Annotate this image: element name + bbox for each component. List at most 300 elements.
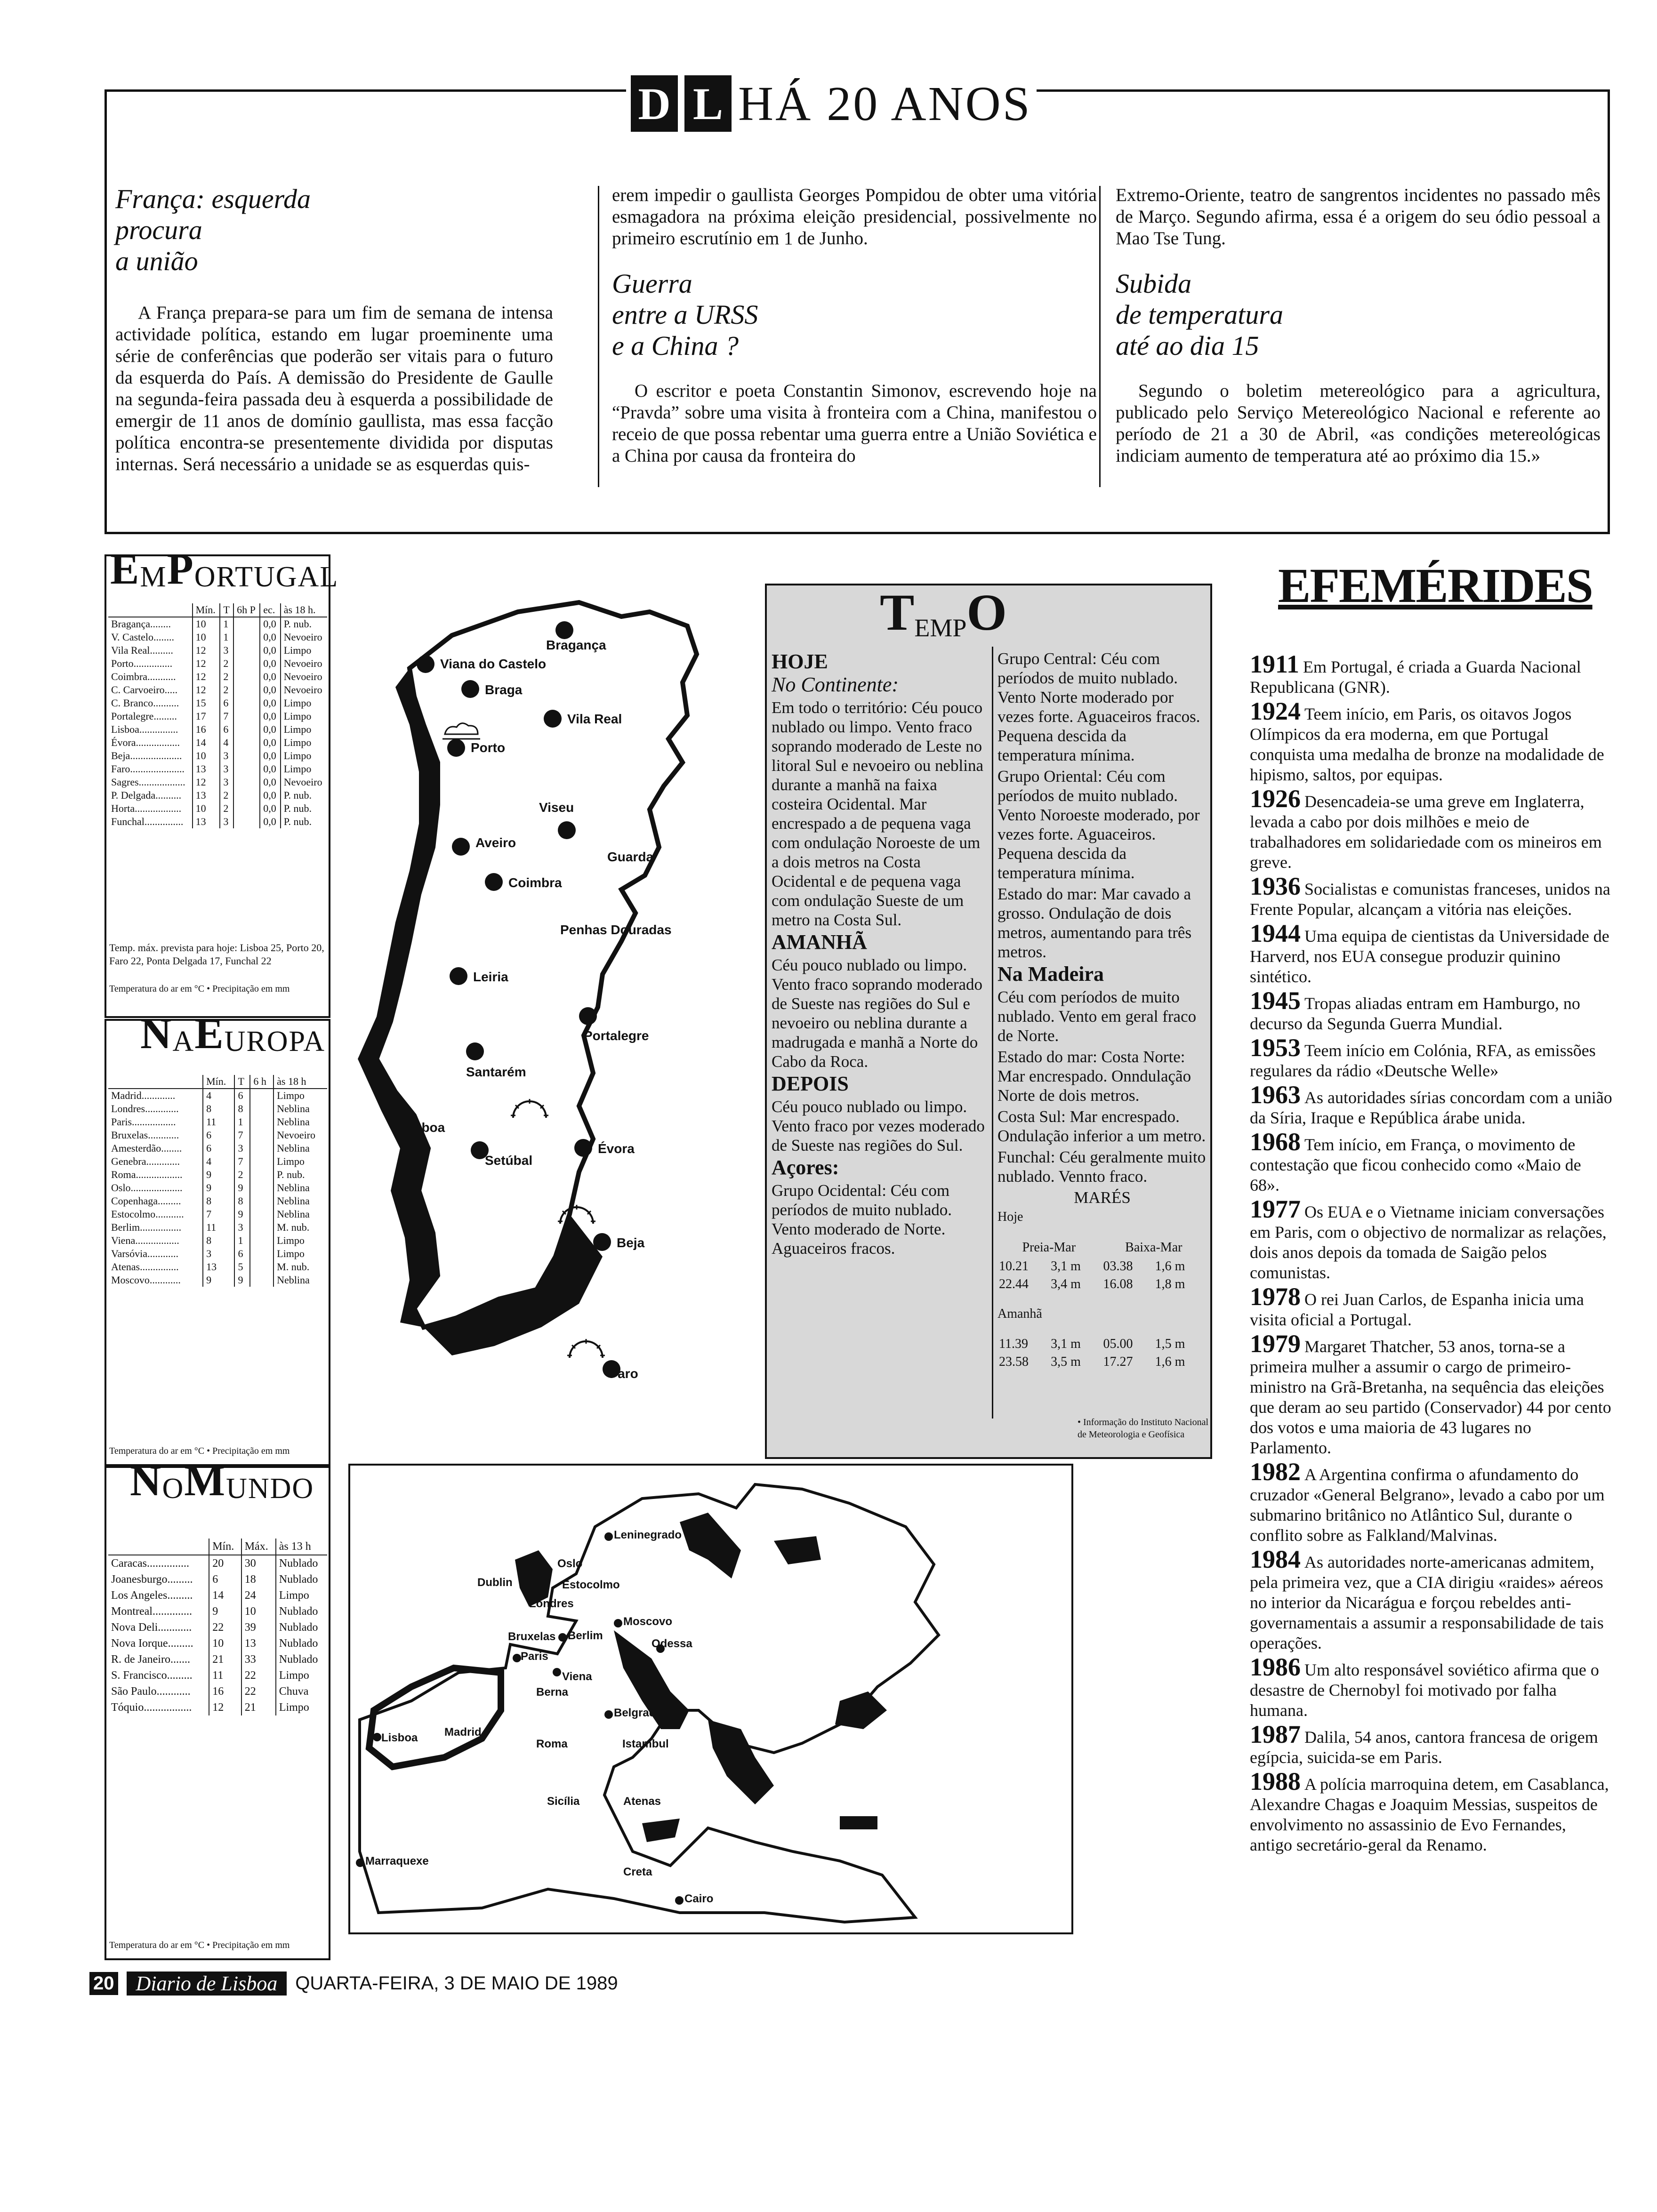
efemeride-item [1250,1034,1612,1081]
table-cell: Los Angeles......... [111,1589,193,1602]
mares-hoje-label: Hoje [997,1210,1023,1224]
table-cell: 0,0 [260,789,280,802]
table-cell: 0,0 [260,736,280,749]
efemeride-item [1250,1720,1612,1768]
efemeride-year: 1924 [1250,697,1301,725]
table-cell [250,1247,273,1260]
city-label: Porto [471,740,506,755]
archive-headline-2 [612,268,1097,361]
table-cell: Limpo [276,1587,327,1603]
efemeride-year: 1986 [1250,1653,1301,1681]
headline-line: a união [115,246,198,276]
table-row [108,1234,327,1247]
tide-cell: 10.21 [999,1259,1029,1274]
table-cell: 6 [234,1247,250,1260]
table-cell: Neblina [273,1102,327,1115]
table-cell: 1 [234,1115,250,1129]
city-dot [417,655,434,673]
table-row [108,617,327,631]
depois-label: DEPOIS [772,1072,849,1095]
column-header: 6h P [233,603,260,617]
table-cell: 21 [241,1699,276,1715]
acores-label: Açores: [772,1156,839,1179]
table-cell: Portalegre......... [111,710,177,722]
table-cell: Porto............... [111,657,173,669]
city-dot [373,1733,381,1741]
table-cell [233,815,260,828]
efemeride-item [1250,1128,1612,1195]
table-cell: Limpo [281,710,327,723]
table-cell: 10 [193,631,220,644]
mares-label: MARÉS [1074,1188,1131,1207]
table-cell [233,697,260,710]
city-label: Creta [623,1866,652,1878]
table-cell: Beja.................... [111,750,182,761]
tide-cell: 03.38 [1103,1259,1133,1274]
tide-cell: 22.44 [999,1277,1029,1291]
table-cell: Limpo [281,697,327,710]
table-cell: 3 [234,1142,250,1155]
masthead-logo-d: D [631,75,678,132]
table-cell: 22 [241,1683,276,1699]
table-row [108,749,327,762]
city-label: Lisboa [402,1120,445,1135]
table-cell: 12 [193,683,220,697]
table-cell: Paris................. [111,1116,176,1128]
table-row [108,1651,327,1667]
table-row [108,1089,327,1102]
table-cell [250,1208,273,1221]
table-cell: Funchal............... [111,816,184,827]
table-cell: Nublado [276,1555,327,1571]
article-body: Extremo-Oriente, teatro de sangrentos incidentes no passado mês de Março. Segundo afirma, essa é a origem do seu ódio pessoal a Mao Tse Tung. [1116,185,1601,248]
madeira-mar-norte: Estado do mar: Costa Norte: Mar encrespado. Onndulação Norte de dois metros. [997,1048,1191,1105]
title-letter: E [110,545,140,593]
table-cell: Nevoeiro [281,631,327,644]
title-letter: N [130,1457,162,1505]
funchal-text: Funchal: Céu geralmente muito nublado. Vennto fraco. [997,1148,1206,1186]
city-label: Santarém [466,1065,526,1079]
table-cell: 8 [234,1194,250,1208]
table-row [108,723,327,736]
table-row [108,1667,327,1683]
column-header: T [220,603,233,617]
table-cell: Nublado [276,1635,327,1651]
table-cell: 6 [220,697,233,710]
tempo-source: • Informação do Instituto Nacional de Meteorologia e Geofísica [1078,1417,1209,1440]
table-cell: 22 [209,1619,241,1635]
table-cell: Nevoeiro [281,683,327,697]
table-cell: 10 [241,1603,276,1619]
column-divider [1099,186,1101,487]
city-dot [614,1619,622,1627]
city-label: Sicília [547,1795,580,1808]
title-letter: EMP [914,614,967,642]
madeira-mar-sul: Costa Sul: Mar encrespado. Ondulação inferior a um metro. [997,1107,1206,1145]
city-label: Paris [521,1650,548,1663]
table-cell: C. Branco.......... [111,697,179,709]
efemeride-item [1250,1195,1612,1283]
table-cell: Joanesburgo......... [111,1573,193,1586]
oriental-text: Grupo Oriental: Céu com períodos de muito nublado. Vento Noroeste moderado, por vezes forte. Aguaceiros. Pequena descida da temperatura mínima. [997,767,1200,882]
column-header: Mín. [209,1539,241,1555]
city-dot [604,1532,613,1541]
table-cell: P. nub. [281,815,327,828]
table-row [108,1181,327,1194]
newspaper-logo: Diario de Lisboa [127,1972,287,1996]
no-mundo-title [130,1457,314,1506]
city-label: Berna [536,1686,569,1699]
city-dot [593,1233,611,1251]
hoje-label: HOJE [772,650,828,673]
table-cell [233,723,260,736]
tide-cell: 1,6 m [1155,1259,1185,1274]
table-cell: 17 [193,710,220,723]
table-cell: 9 [234,1208,250,1221]
table-cell: 3 [220,644,233,657]
efemeride-item [1250,1653,1612,1721]
efemeride-year: 1953 [1250,1034,1301,1062]
europe-map-outline [350,1466,1075,1936]
baixa-mar-label: Baixa-Mar [1125,1240,1182,1255]
city-label: Estocolmo [562,1579,620,1591]
tide-row [998,1258,1206,1275]
table-cell: Nublado [276,1571,327,1587]
table-cell: Nublado [276,1603,327,1619]
table-cell: Limpo [281,762,327,776]
table-row [108,710,327,723]
efemeride-year: 1988 [1250,1767,1301,1795]
table-cell [233,631,260,644]
table-cell: C. Carvoeiro..... [111,684,178,696]
table-cell: Neblina [273,1208,327,1221]
tide-cell: 11.39 [999,1337,1028,1351]
table-cell: 0,0 [260,815,280,828]
table-cell: 13 [193,789,220,802]
title-letter: O [966,584,1007,641]
table-cell: 18 [241,1571,276,1587]
table-cell: Genebra............. [111,1155,180,1167]
depois-text: Céu pouco nublado ou limpo. Vento fraco por vezes moderado de Sueste nas regiões do Sul. [772,1098,985,1154]
table-cell: P. nub. [281,789,327,802]
table-cell [233,644,260,657]
city-label: Oslo [557,1557,583,1570]
tempo-title [880,583,1007,642]
headline-line: e a China ? [612,330,739,361]
table-cell: 6 [203,1142,234,1155]
table-cell: 6 [220,723,233,736]
table-cell [233,762,260,776]
efemeride-text: Em Portugal, é criada a Guarda Nacional Republicana (GNR). [1250,657,1581,697]
city-label: Belgrado [614,1707,663,1719]
tide-cell: 1,8 m [1155,1277,1185,1291]
city-dot [558,1633,567,1642]
city-label: Viana do Castelo [440,657,547,671]
table-cell: 3 [220,749,233,762]
sun-icon [565,1337,607,1360]
table-cell: 3 [203,1247,234,1260]
em-portugal-table [108,603,327,828]
table-cell: 12 [193,670,220,683]
city-dot [574,1139,592,1157]
efemeride-text: A polícia marroquina detem, em Casablanca, Alexandre Chagas e Joaquim Messias, suspeitos de envolvimento no assassinio de Evo Fernandes, antigo secretário-geral da Renamo. [1250,1775,1609,1854]
table-cell: Amesterdão........ [111,1142,182,1154]
table-cell: 11 [209,1667,241,1683]
city-label: Viseu [539,800,574,815]
table-cell: 16 [209,1683,241,1699]
table-row [108,1194,327,1208]
table-cell: 39 [241,1619,276,1635]
table-cell: Nevoeiro [281,657,327,670]
title-letter: M [184,1457,226,1505]
table-cell: 13 [193,762,220,776]
table-cell: 0,0 [260,762,280,776]
city-label: Marraquexe [365,1855,429,1867]
table-cell: Neblina [273,1274,327,1287]
table-cell: 12 [193,776,220,789]
masthead [626,71,1037,136]
table-row [108,1247,327,1260]
table-cell: Neblina [273,1181,327,1194]
estado-mar-text: Estado do mar: Mar cavado a grosso. Ondulação de dois metros, aumentando para três metros. [997,885,1192,961]
page-footer [89,1970,618,1996]
em-portugal-title [110,545,339,594]
table-cell: Roma.................. [111,1169,183,1180]
efemeride-text: Desencadeia-se uma greve em Inglaterra, levada a cabo por dois milhões e meio de trabalhadores em solidariedade com os mineiros em greve. [1250,792,1602,872]
table-cell: Limpo [276,1699,327,1715]
table-cell: 0,0 [260,802,280,815]
efemeride-year: 1978 [1250,1282,1301,1311]
table-cell: 3 [234,1221,250,1234]
table-cell: 9 [203,1168,234,1181]
archive-column-3 [1116,184,1601,467]
tempo-left-column [772,649,986,1260]
efemeride-item [1250,1545,1612,1653]
table-cell: 8 [203,1194,234,1208]
efemerides-title: EFEMÉRIDES [1278,559,1593,613]
table-cell: Chuva [276,1683,327,1699]
table-row [108,802,327,815]
table-row [108,1699,327,1715]
archive-headline-3 [1116,268,1601,361]
tide-cell: 1,5 m [1155,1337,1185,1351]
table-cell [233,736,260,749]
table-cell: Oslo.................... [111,1182,183,1194]
column-header: ec. [260,603,280,617]
table-cell: 0,0 [260,657,280,670]
column-header: às 18 h. [281,603,327,617]
table-row [108,1168,327,1181]
table-row [108,1115,327,1129]
table-cell: 4 [203,1155,234,1168]
table-cell: 0,0 [260,617,280,631]
masthead-title: HÁ 20 ANOS [738,76,1032,131]
table-cell: 8 [203,1234,234,1247]
efemeride-year: 1984 [1250,1545,1301,1573]
city-label: Lisboa [381,1731,418,1744]
table-row [108,1555,327,1571]
table-cell: 7 [234,1129,250,1142]
table-cell: Bragança........ [111,618,171,630]
table-row [108,1221,327,1234]
table-cell: Londres............. [111,1103,179,1114]
table-cell: 6 [203,1129,234,1142]
efemeride-text: A Argentina confirma o afundamento do cruzador «General Belgrano», levado a cabo por um submarino britânico no Atlântico Sul, durante o conflito sobre as Falkland/Malvinas. [1250,1465,1605,1545]
city-label: Leiria [473,970,508,984]
efemeride-item [1250,697,1612,785]
table-cell: 10 [193,749,220,762]
city-label: Leninegrado [614,1529,682,1541]
table-header-row [108,603,327,617]
table-cell [233,749,260,762]
efemeride-item [1250,1767,1612,1855]
efemeride-text: As autoridades sírias concordam com a união da Síria, Iraque e República árabe unida. [1250,1088,1612,1127]
headline-line: Guerra [612,268,692,299]
table-cell: Neblina [273,1142,327,1155]
na-europa-title [140,1010,326,1058]
city-label: Odessa [652,1637,692,1650]
table-cell: Neblina [273,1115,327,1129]
table-cell: Copenhaga......... [111,1195,181,1207]
table-cell: Estocolmo........... [111,1208,184,1220]
table-cell: Horta.................. [111,802,182,814]
archive-column-1 [115,184,553,475]
table-cell: 0,0 [260,644,280,657]
title-letter: P [167,545,194,593]
no-mundo-table [108,1539,327,1715]
efemeride-item [1250,650,1612,697]
column-header: Mín. [193,603,220,617]
table-cell: Neblina [273,1194,327,1208]
table-cell: Nova Iorque......... [111,1637,193,1650]
table-row [108,1603,327,1619]
city-dot [466,1042,484,1060]
table-cell: Coimbra........... [111,671,176,682]
table-cell: 0,0 [260,749,280,762]
column-header [108,1075,203,1089]
efemeride-text: Um alto responsável soviético afirma que o desastre de Chernobyl foi motivado por falha humana. [1250,1660,1599,1720]
table-row [108,1155,327,1168]
table-cell: 10 [193,802,220,815]
na-europa-panel [105,1010,330,1466]
table-row [108,736,327,749]
table-row [108,1142,327,1155]
city-label: Viena [562,1670,592,1683]
city-label: Guarda [607,850,654,864]
table-cell: 22 [241,1667,276,1683]
mares-amanha-label: Amanhã [997,1306,1042,1321]
archive-column-2 [612,184,1097,467]
table-cell: Vila Real......... [111,644,173,656]
headline-line: entre a URSS [612,299,758,330]
table-cell: 20 [209,1555,241,1571]
table-cell: Berlim................ [111,1221,182,1233]
page-number: 20 [89,1972,118,1995]
table-cell: 30 [241,1555,276,1571]
city-dot [452,838,470,856]
mares-headers [997,1238,1207,1257]
madeira-text: Céu com períodos de muito nublado. Vento em geral fraco de Norte. [997,988,1197,1045]
table-cell: Limpo [281,736,327,749]
efemeride-text: Dalila, 54 anos, cantora francesa de origem egípcia, suicida-se em Paris. [1250,1728,1598,1767]
tide-cell: 17.27 [1103,1354,1133,1369]
table-cell: 1 [220,631,233,644]
city-label: Évora [598,1141,635,1156]
tides-amanha-table [997,1335,1207,1371]
tide-cell: 05.00 [1103,1337,1133,1351]
city-label: Braga [485,682,523,697]
efemeride-text: Teem início, em Paris, os oitavos Jogos Olímpicos da era moderna, em que Portugal conquista uma medalha de bronze na modalidade de hipismo, saltos, por equipas. [1250,705,1604,784]
no-mundo-panel [105,1457,330,1960]
efemeride-year: 1944 [1250,919,1301,947]
table-cell: Limpo [273,1155,327,1168]
tempo-divider [992,647,993,1419]
efemeride-text: Margaret Thatcher, 53 anos, torna-se a primeira mulher a assumir o cargo de primeiro-ministro na Grã-Bretanha, na sequência das eleições que deram ao seu partido (Conservador) 44 por cento dos votos e uma maioria de 43 lugares no Parlamento. [1250,1337,1611,1457]
table-cell: 9 [203,1181,234,1194]
table-cell: 6 [209,1571,241,1587]
table-row [108,776,327,789]
efemeride-year: 1982 [1250,1458,1301,1486]
efemeride-text: Uma equipa de cientistas da Universidade de Harverd, nos EUA consegue produzir quinino sintético. [1250,927,1609,986]
table-cell: Tóquio................. [111,1701,192,1714]
city-dot [555,621,573,639]
table-cell: Nevoeiro [281,776,327,789]
table-cell: 10 [209,1635,241,1651]
city-label: Moscovo [623,1615,673,1628]
table-cell: 1 [234,1234,250,1247]
city-label: Aveiro [475,835,516,850]
table-cell: 11 [203,1221,234,1234]
tide-cell: 1,6 m [1155,1354,1185,1369]
table-cell: Montreal.............. [111,1605,192,1618]
archive-headline-1 [115,184,553,277]
title-letter: E [194,1010,225,1058]
headline-line: Subida [1116,268,1192,299]
table-cell [233,789,260,802]
city-dot [558,821,576,839]
title-letter: M [140,561,167,593]
sun-icon [508,1097,551,1120]
table-cell: V. Castelo........ [111,631,175,643]
efemeride-item [1250,919,1612,987]
table-footer: Temperatura do ar em °C • Precipitação em mm [109,1446,290,1456]
table-cell: 13 [193,815,220,828]
city-label: Istambul [622,1738,669,1750]
city-dot [579,1007,597,1025]
table-cell: S. Francisco......... [111,1669,193,1682]
table-header-row [108,1075,327,1089]
efemerides-list [1250,650,1612,1859]
amanha-text: Céu pouco nublado ou limpo. Vento fraco soprando moderado de Sueste nas regiões do Sul e nevoeiro ou neblina durante a madrugada e manhã a Norte do Cabo da Roca. [772,956,983,1071]
table-cell: Nevoeiro [273,1129,327,1142]
efemeride-year: 1963 [1250,1081,1301,1109]
table-cell: Faro..................... [111,763,185,775]
table-cell: Limpo [273,1247,327,1260]
table-cell [250,1260,273,1274]
table-row [108,631,327,644]
city-label: Bruxelas [508,1630,556,1643]
sun-icon [555,1202,598,1226]
article-body: O escritor e poeta Constantin Simonov, escrevendo hoje na “Pravda” sobre uma visita à fronteira com a China, manifestou o receio de que possa rebentar uma guerra entre a União Soviética e a China por causa da fronteira do [612,381,1097,466]
portugal-map [358,584,763,1431]
table-cell [233,670,260,683]
table-cell [250,1142,273,1155]
table-cell: 9 [234,1181,250,1194]
table-cell: Évora................. [111,737,180,748]
acores-text: Grupo Ocidental: Céu com períodos de muito nublado. Vento moderado de Norte. Aguaceiros fracos. [772,1181,952,1258]
tide-cell: 3,1 m [1051,1337,1081,1351]
city-label: Roma [536,1738,568,1750]
